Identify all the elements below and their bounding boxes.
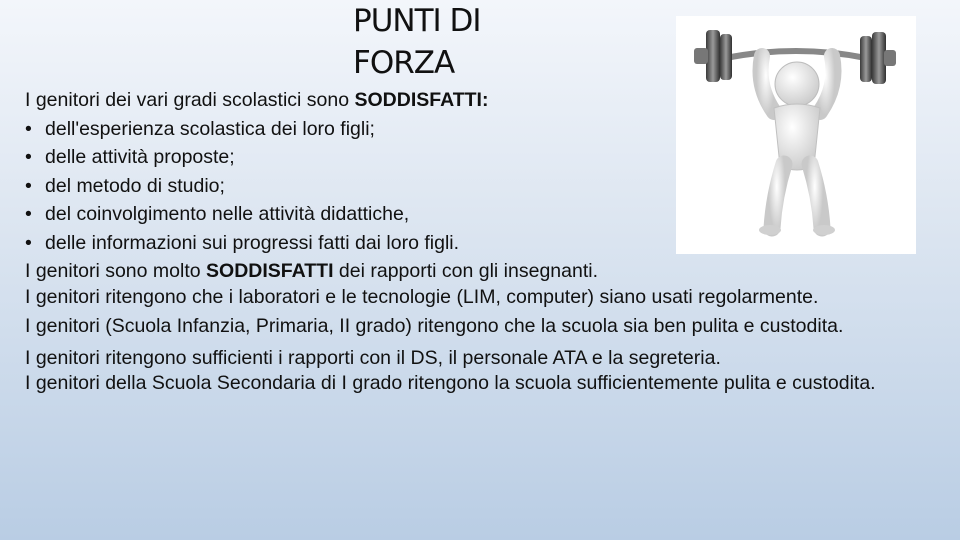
bullet-text: delle informazioni sui progressi fatti dai loro figli. (45, 231, 460, 254)
statement-labs: I genitori ritengono che i laboratori e le tecnologie (LIM, computer) siano usati regolarmente. (25, 285, 819, 308)
bullet-symbol: • (25, 203, 32, 225)
statement-teachers-bold: SODDISFATTI (206, 260, 334, 282)
bullet-symbol: • (25, 146, 32, 168)
body-text (25, 86, 925, 401)
bullet-text: dell'esperienza scolastica dei loro figli; (45, 117, 375, 140)
statement-teachers-before: I genitori sono molto (25, 260, 207, 282)
title-line-2: FORZA (353, 45, 455, 81)
bullet-item-4 (25, 200, 925, 229)
intro-line (25, 86, 925, 115)
statement-teachers-after: dei rapporti con gli insegnanti. (333, 260, 598, 282)
statement-secondary: I genitori della Scuola Secondaria di I grado ritengono la scuola sufficientemente pulita e custodita. (25, 372, 876, 394)
title-line-1: PUNTI DI (353, 3, 481, 39)
bullet-symbol: • (25, 174, 32, 197)
intro-text: I genitori dei vari gradi scolastici sono (25, 89, 355, 111)
statement-teachers (25, 257, 925, 286)
intro-bold: SODDISFATTI: (354, 89, 489, 111)
bullet-symbol: • (25, 117, 32, 140)
statement-clean: I genitori (Scuola Infanzia, Primaria, II grado) ritengono che la scuola sia ben pulita e custodita. (25, 314, 844, 337)
bullet-text: del metodo di studio; (45, 174, 225, 197)
bullet-symbol: • (25, 231, 32, 254)
bullet-text: delle attività proposte; (45, 146, 235, 168)
bullet-item-5 (25, 229, 925, 258)
statement-staff: I genitori ritengono sufficienti i rapporti con il DS, il personale ATA e la segreteria. (25, 346, 721, 369)
page-title (353, 0, 553, 84)
bullet-item-3 (25, 172, 925, 201)
bullet-item-2 (25, 143, 925, 172)
bullet-text: del coinvolgimento nelle attività didattiche, (45, 203, 410, 225)
bullet-item-1 (25, 115, 925, 144)
